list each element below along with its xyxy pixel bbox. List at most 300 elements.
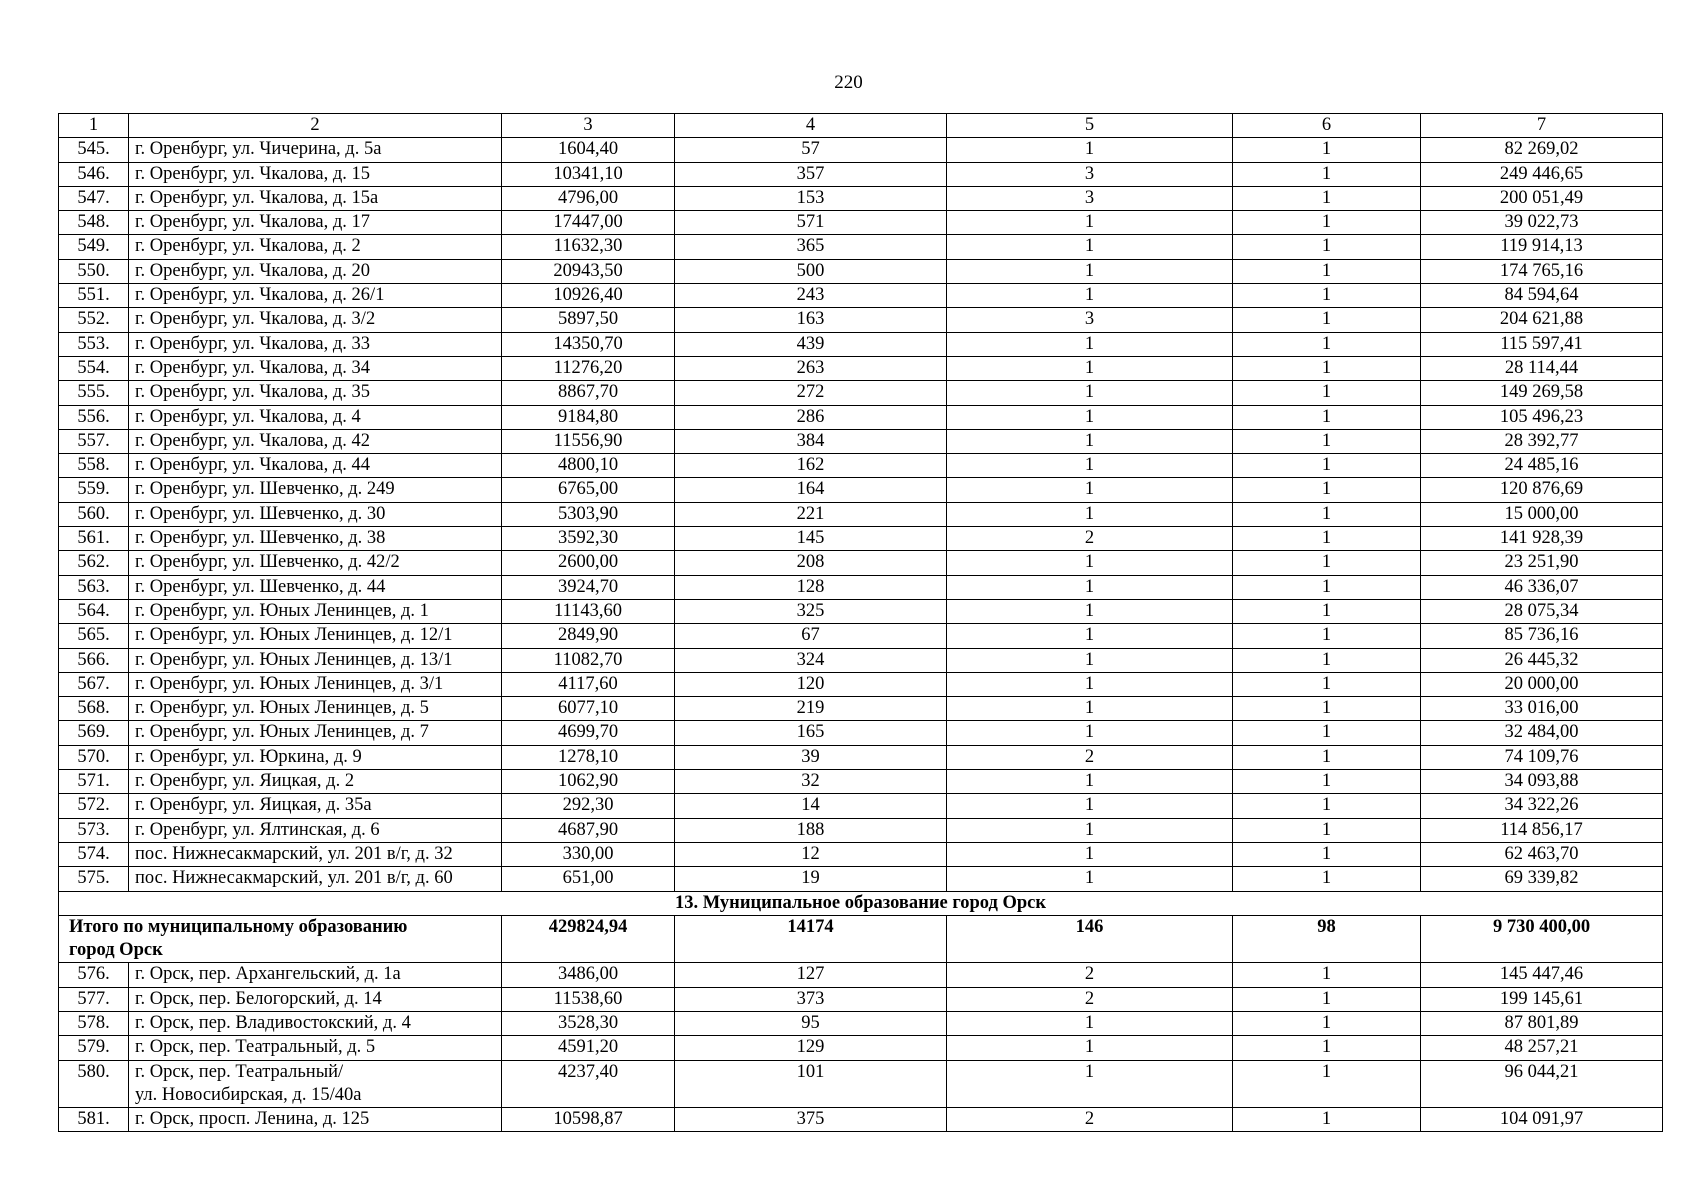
row-residents: 120 [675, 672, 947, 696]
table-row [59, 745, 1663, 769]
table-row [59, 284, 1663, 308]
row-residents: 57 [675, 138, 947, 162]
table-row [59, 502, 1663, 526]
row-area: 292,30 [502, 794, 675, 818]
row-number: 575. [59, 867, 129, 891]
row-amount: 26 445,32 [1421, 648, 1663, 672]
row-number: 550. [59, 259, 129, 283]
row-residents: 324 [675, 648, 947, 672]
row-amount: 174 765,16 [1421, 259, 1663, 283]
row-number: 573. [59, 818, 129, 842]
row-area: 6077,10 [502, 697, 675, 721]
row-col5: 1 [947, 721, 1233, 745]
row-col5: 1 [947, 138, 1233, 162]
column-number: 6 [1233, 114, 1421, 138]
row-area: 11556,90 [502, 429, 675, 453]
row-number: 554. [59, 356, 129, 380]
row-amount: 34 322,26 [1421, 794, 1663, 818]
row-col6: 1 [1233, 138, 1421, 162]
row-col6: 1 [1233, 745, 1421, 769]
row-residents: 165 [675, 721, 947, 745]
row-area: 5897,50 [502, 308, 675, 332]
row-area: 4591,20 [502, 1036, 675, 1060]
row-residents: 571 [675, 211, 947, 235]
table-row [59, 162, 1663, 186]
row-amount: 199 145,61 [1421, 987, 1663, 1011]
row-amount: 141 928,39 [1421, 527, 1663, 551]
table-row [59, 624, 1663, 648]
row-amount: 28 075,34 [1421, 599, 1663, 623]
row-amount: 20 000,00 [1421, 672, 1663, 696]
row-residents: 95 [675, 1011, 947, 1035]
row-col6: 1 [1233, 211, 1421, 235]
table-row [59, 987, 1663, 1011]
row-col5: 1 [947, 1011, 1233, 1035]
column-number: 2 [129, 114, 502, 138]
row-address: г. Оренбург, ул. Чкалова, д. 34 [129, 356, 502, 380]
row-amount: 48 257,21 [1421, 1036, 1663, 1060]
row-number: 553. [59, 332, 129, 356]
row-amount: 84 594,64 [1421, 284, 1663, 308]
row-address: г. Оренбург, ул. Шевченко, д. 30 [129, 502, 502, 526]
row-amount: 23 251,90 [1421, 551, 1663, 575]
row-col5: 1 [947, 672, 1233, 696]
table-row [59, 1011, 1663, 1035]
row-amount: 24 485,16 [1421, 454, 1663, 478]
row-number: 567. [59, 672, 129, 696]
row-residents: 243 [675, 284, 947, 308]
table-row [59, 186, 1663, 210]
row-number: 548. [59, 211, 129, 235]
row-col6: 1 [1233, 478, 1421, 502]
row-address: г. Оренбург, ул. Ялтинская, д. 6 [129, 818, 502, 842]
row-amount: 62 463,70 [1421, 842, 1663, 866]
row-area: 6765,00 [502, 478, 675, 502]
row-residents: 221 [675, 502, 947, 526]
row-col6: 1 [1233, 356, 1421, 380]
row-number: 558. [59, 454, 129, 478]
table-row [59, 429, 1663, 453]
row-number: 555. [59, 381, 129, 405]
row-area: 2849,90 [502, 624, 675, 648]
row-area: 10926,40 [502, 284, 675, 308]
row-address: г. Орск, пер. Белогорский, д. 14 [129, 987, 502, 1011]
row-number: 559. [59, 478, 129, 502]
row-area: 11143,60 [502, 599, 675, 623]
row-amount: 204 621,88 [1421, 308, 1663, 332]
table-row [59, 575, 1663, 599]
row-number: 552. [59, 308, 129, 332]
row-col6: 1 [1233, 1011, 1421, 1035]
row-col5: 1 [947, 770, 1233, 794]
table-row [59, 818, 1663, 842]
row-address: г. Оренбург, ул. Яицкая, д. 2 [129, 770, 502, 794]
row-area: 11538,60 [502, 987, 675, 1011]
row-col5: 3 [947, 186, 1233, 210]
row-amount: 120 876,69 [1421, 478, 1663, 502]
table-row [59, 259, 1663, 283]
row-col6: 1 [1233, 648, 1421, 672]
column-number: 1 [59, 114, 129, 138]
row-address: г. Оренбург, ул. Юркина, д. 9 [129, 745, 502, 769]
row-residents: 164 [675, 478, 947, 502]
row-area: 1278,10 [502, 745, 675, 769]
row-address: г. Оренбург, ул. Чичерина, д. 5а [129, 138, 502, 162]
row-amount: 114 856,17 [1421, 818, 1663, 842]
table-row [59, 1108, 1663, 1132]
row-area: 4796,00 [502, 186, 675, 210]
row-area: 4699,70 [502, 721, 675, 745]
table-row [59, 551, 1663, 575]
row-number: 580. [59, 1060, 129, 1108]
row-col6: 1 [1233, 186, 1421, 210]
table-row [59, 770, 1663, 794]
row-address: г. Оренбург, ул. Чкалова, д. 15а [129, 186, 502, 210]
row-amount: 87 801,89 [1421, 1011, 1663, 1035]
row-number: 563. [59, 575, 129, 599]
table-row [59, 235, 1663, 259]
table-row [59, 1060, 1663, 1108]
row-col6: 1 [1233, 697, 1421, 721]
row-area: 14350,70 [502, 332, 675, 356]
row-number: 556. [59, 405, 129, 429]
total-amount: 9 730 400,00 [1421, 915, 1663, 963]
column-number: 7 [1421, 114, 1663, 138]
table-row [59, 721, 1663, 745]
row-amount: 69 339,82 [1421, 867, 1663, 891]
row-residents: 365 [675, 235, 947, 259]
row-col5: 2 [947, 527, 1233, 551]
row-residents: 357 [675, 162, 947, 186]
row-amount: 39 022,73 [1421, 211, 1663, 235]
row-area: 20943,50 [502, 259, 675, 283]
register-table [58, 113, 1663, 1132]
row-area: 651,00 [502, 867, 675, 891]
row-address: г. Оренбург, ул. Чкалова, д. 17 [129, 211, 502, 235]
row-address: г. Оренбург, ул. Юных Ленинцев, д. 7 [129, 721, 502, 745]
row-col6: 1 [1233, 672, 1421, 696]
row-residents: 208 [675, 551, 947, 575]
row-area: 3486,00 [502, 963, 675, 987]
row-residents: 32 [675, 770, 947, 794]
row-area: 4237,40 [502, 1060, 675, 1108]
row-number: 570. [59, 745, 129, 769]
row-residents: 39 [675, 745, 947, 769]
row-col6: 1 [1233, 575, 1421, 599]
row-address: г. Оренбург, ул. Чкалова, д. 20 [129, 259, 502, 283]
row-amount: 149 269,58 [1421, 381, 1663, 405]
table-row [59, 527, 1663, 551]
column-number: 4 [675, 114, 947, 138]
row-col5: 1 [947, 575, 1233, 599]
table-row [59, 648, 1663, 672]
row-residents: 12 [675, 842, 947, 866]
row-number: 546. [59, 162, 129, 186]
row-residents: 145 [675, 527, 947, 551]
row-number: 568. [59, 697, 129, 721]
row-number: 577. [59, 987, 129, 1011]
table-row [59, 478, 1663, 502]
row-col5: 1 [947, 332, 1233, 356]
row-col5: 1 [947, 818, 1233, 842]
row-amount: 115 597,41 [1421, 332, 1663, 356]
row-area: 11082,70 [502, 648, 675, 672]
row-col6: 1 [1233, 429, 1421, 453]
row-number: 576. [59, 963, 129, 987]
row-amount: 15 000,00 [1421, 502, 1663, 526]
row-residents: 188 [675, 818, 947, 842]
row-col5: 1 [947, 794, 1233, 818]
page-number: 220 [834, 72, 863, 93]
table-row [59, 454, 1663, 478]
row-area: 3924,70 [502, 575, 675, 599]
row-address: г. Орск, пер. Архангельский, д. 1а [129, 963, 502, 987]
row-col5: 3 [947, 308, 1233, 332]
row-col6: 1 [1233, 235, 1421, 259]
row-col6: 1 [1233, 1036, 1421, 1060]
row-address: г. Оренбург, ул. Чкалова, д. 2 [129, 235, 502, 259]
row-col5: 3 [947, 162, 1233, 186]
row-col5: 2 [947, 963, 1233, 987]
row-amount: 200 051,49 [1421, 186, 1663, 210]
column-number-row [59, 114, 1663, 138]
row-col6: 1 [1233, 284, 1421, 308]
row-residents: 19 [675, 867, 947, 891]
row-col5: 1 [947, 454, 1233, 478]
row-residents: 163 [675, 308, 947, 332]
row-number: 560. [59, 502, 129, 526]
row-col5: 1 [947, 356, 1233, 380]
row-col6: 1 [1233, 502, 1421, 526]
row-number: 565. [59, 624, 129, 648]
table-row [59, 332, 1663, 356]
row-number: 566. [59, 648, 129, 672]
row-area: 1604,40 [502, 138, 675, 162]
row-area: 8867,70 [502, 381, 675, 405]
row-col6: 1 [1233, 381, 1421, 405]
row-number: 571. [59, 770, 129, 794]
row-address: г. Оренбург, ул. Чкалова, д. 26/1 [129, 284, 502, 308]
row-area: 3528,30 [502, 1011, 675, 1035]
row-col5: 1 [947, 235, 1233, 259]
total-row [59, 915, 1663, 963]
row-col5: 1 [947, 211, 1233, 235]
table-row [59, 794, 1663, 818]
row-col5: 1 [947, 1036, 1233, 1060]
row-address: г. Оренбург, ул. Шевченко, д. 42/2 [129, 551, 502, 575]
row-col5: 1 [947, 697, 1233, 721]
total-residents: 14174 [675, 915, 947, 963]
table-row [59, 672, 1663, 696]
row-col6: 1 [1233, 405, 1421, 429]
total-col6: 98 [1233, 915, 1421, 963]
table-row [59, 1036, 1663, 1060]
row-residents: 384 [675, 429, 947, 453]
row-col6: 1 [1233, 624, 1421, 648]
row-amount: 105 496,23 [1421, 405, 1663, 429]
row-col5: 1 [947, 599, 1233, 623]
section-title: 13. Муниципальное образование город Орск [59, 891, 1663, 915]
total-label-line1: Итого по муниципальному образованию [69, 916, 408, 937]
row-address: г. Оренбург, ул. Шевченко, д. 38 [129, 527, 502, 551]
row-col5: 2 [947, 1108, 1233, 1132]
row-residents: 272 [675, 381, 947, 405]
row-col5: 2 [947, 987, 1233, 1011]
row-area: 10598,87 [502, 1108, 675, 1132]
row-col6: 1 [1233, 308, 1421, 332]
row-area: 2600,00 [502, 551, 675, 575]
address-line2: ул. Новосибирская, д. 15/40а [135, 1084, 362, 1105]
row-address: пос. Нижнесакмарский, ул. 201 в/г, д. 32 [129, 842, 502, 866]
row-number: 545. [59, 138, 129, 162]
row-address: г. Оренбург, ул. Юных Ленинцев, д. 5 [129, 697, 502, 721]
row-col6: 1 [1233, 1060, 1421, 1108]
row-col6: 1 [1233, 794, 1421, 818]
row-address: г. Орск, просп. Ленина, д. 125 [129, 1108, 502, 1132]
row-residents: 14 [675, 794, 947, 818]
row-address: г. Оренбург, ул. Яицкая, д. 35а [129, 794, 502, 818]
table-row [59, 867, 1663, 891]
column-number: 3 [502, 114, 675, 138]
section-heading-row [59, 891, 1663, 915]
row-address: г. Оренбург, ул. Шевченко, д. 249 [129, 478, 502, 502]
row-amount: 33 016,00 [1421, 697, 1663, 721]
row-number: 579. [59, 1036, 129, 1060]
total-label [59, 915, 502, 963]
row-col5: 1 [947, 405, 1233, 429]
table-row [59, 599, 1663, 623]
row-col5: 1 [947, 284, 1233, 308]
table-row [59, 356, 1663, 380]
row-residents: 127 [675, 963, 947, 987]
row-amount: 74 109,76 [1421, 745, 1663, 769]
row-residents: 162 [675, 454, 947, 478]
row-residents: 373 [675, 987, 947, 1011]
row-area: 11276,20 [502, 356, 675, 380]
row-col6: 1 [1233, 721, 1421, 745]
row-number: 574. [59, 842, 129, 866]
row-number: 572. [59, 794, 129, 818]
row-area: 4800,10 [502, 454, 675, 478]
table-row [59, 381, 1663, 405]
row-address: г. Оренбург, ул. Чкалова, д. 3/2 [129, 308, 502, 332]
row-residents: 129 [675, 1036, 947, 1060]
row-col5: 1 [947, 648, 1233, 672]
row-col5: 1 [947, 624, 1233, 648]
row-area: 5303,90 [502, 502, 675, 526]
row-col5: 1 [947, 429, 1233, 453]
row-col5: 1 [947, 551, 1233, 575]
row-col5: 1 [947, 502, 1233, 526]
row-residents: 439 [675, 332, 947, 356]
total-col5: 146 [947, 915, 1233, 963]
row-col6: 1 [1233, 987, 1421, 1011]
row-number: 561. [59, 527, 129, 551]
row-col5: 1 [947, 1060, 1233, 1108]
row-residents: 101 [675, 1060, 947, 1108]
row-area: 11632,30 [502, 235, 675, 259]
total-area: 429824,94 [502, 915, 675, 963]
row-area: 3592,30 [502, 527, 675, 551]
row-col6: 1 [1233, 162, 1421, 186]
row-amount: 104 091,97 [1421, 1108, 1663, 1132]
row-address: г. Оренбург, ул. Юных Ленинцев, д. 12/1 [129, 624, 502, 648]
row-residents: 219 [675, 697, 947, 721]
row-address: г. Оренбург, ул. Чкалова, д. 4 [129, 405, 502, 429]
row-amount: 119 914,13 [1421, 235, 1663, 259]
row-address: г. Оренбург, ул. Чкалова, д. 33 [129, 332, 502, 356]
row-col6: 1 [1233, 963, 1421, 987]
row-address: г. Оренбург, ул. Чкалова, д. 15 [129, 162, 502, 186]
table-row [59, 963, 1663, 987]
row-number: 578. [59, 1011, 129, 1035]
row-col5: 1 [947, 381, 1233, 405]
row-col6: 1 [1233, 1108, 1421, 1132]
row-amount: 249 446,65 [1421, 162, 1663, 186]
row-residents: 375 [675, 1108, 947, 1132]
row-address: г. Оренбург, ул. Шевченко, д. 44 [129, 575, 502, 599]
row-col6: 1 [1233, 599, 1421, 623]
row-area: 4687,90 [502, 818, 675, 842]
row-col6: 1 [1233, 551, 1421, 575]
row-address: г. Орск, пер. Театральный, д. 5 [129, 1036, 502, 1060]
row-area: 17447,00 [502, 211, 675, 235]
row-amount: 28 392,77 [1421, 429, 1663, 453]
row-col5: 1 [947, 867, 1233, 891]
row-number: 551. [59, 284, 129, 308]
row-number: 581. [59, 1108, 129, 1132]
row-residents: 153 [675, 186, 947, 210]
row-col6: 1 [1233, 332, 1421, 356]
table-row [59, 211, 1663, 235]
table-row [59, 842, 1663, 866]
row-amount: 85 736,16 [1421, 624, 1663, 648]
table-row [59, 138, 1663, 162]
row-amount: 82 269,02 [1421, 138, 1663, 162]
row-area: 4117,60 [502, 672, 675, 696]
row-address: г. Орск, пер. Владивостокский, д. 4 [129, 1011, 502, 1035]
row-residents: 67 [675, 624, 947, 648]
table-row [59, 308, 1663, 332]
row-col6: 1 [1233, 259, 1421, 283]
row-amount: 96 044,21 [1421, 1060, 1663, 1108]
row-address [129, 1060, 502, 1108]
row-area: 10341,10 [502, 162, 675, 186]
column-number: 5 [947, 114, 1233, 138]
row-number: 569. [59, 721, 129, 745]
row-col5: 2 [947, 745, 1233, 769]
row-col6: 1 [1233, 867, 1421, 891]
row-address: г. Оренбург, ул. Юных Ленинцев, д. 13/1 [129, 648, 502, 672]
row-number: 547. [59, 186, 129, 210]
row-amount: 145 447,46 [1421, 963, 1663, 987]
row-area: 1062,90 [502, 770, 675, 794]
row-number: 549. [59, 235, 129, 259]
row-amount: 34 093,88 [1421, 770, 1663, 794]
row-residents: 500 [675, 259, 947, 283]
row-col5: 1 [947, 259, 1233, 283]
row-amount: 28 114,44 [1421, 356, 1663, 380]
row-amount: 46 336,07 [1421, 575, 1663, 599]
row-area: 330,00 [502, 842, 675, 866]
row-amount: 32 484,00 [1421, 721, 1663, 745]
row-address: г. Оренбург, ул. Чкалова, д. 44 [129, 454, 502, 478]
table-row [59, 697, 1663, 721]
row-col5: 1 [947, 478, 1233, 502]
row-address: пос. Нижнесакмарский, ул. 201 в/г, д. 60 [129, 867, 502, 891]
row-address: г. Оренбург, ул. Юных Ленинцев, д. 3/1 [129, 672, 502, 696]
row-number: 564. [59, 599, 129, 623]
